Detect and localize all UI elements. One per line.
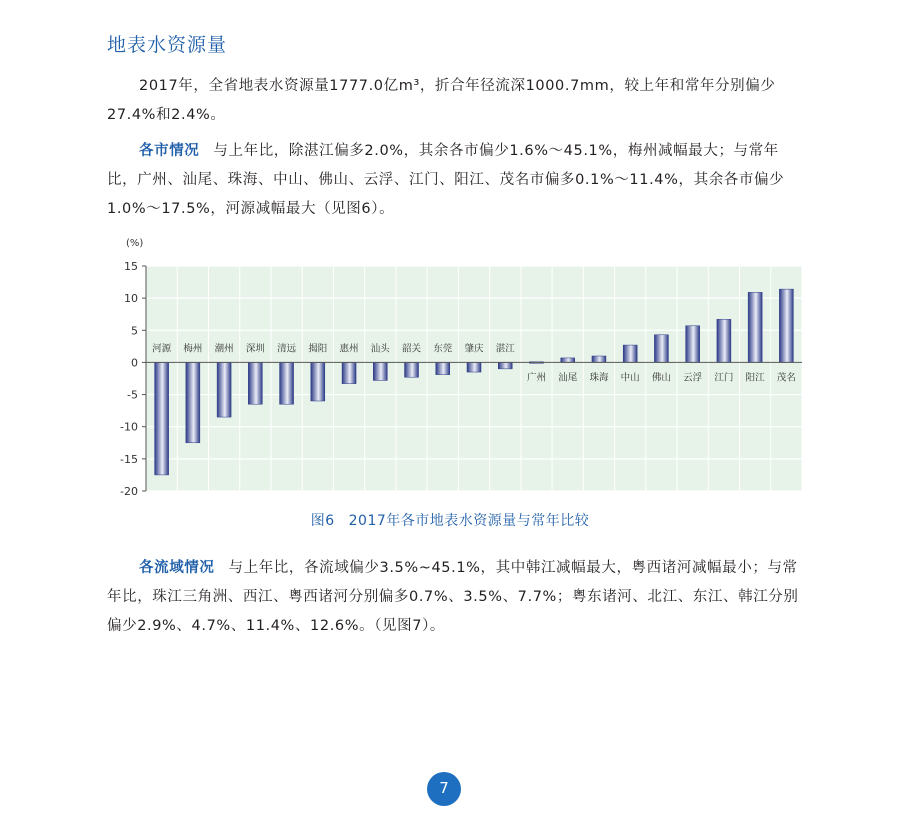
x-category-label: 茂名	[776, 372, 796, 384]
bar-汕尾	[561, 358, 575, 363]
paragraph-summary-text: 2017年，全省地表水资源量1777.0亿m³，折合年径流深1000.7mm，较上年和常年分别偏少27.4%和2.4%。	[107, 78, 776, 123]
bar-佛山	[654, 335, 668, 363]
bar-深圳	[248, 362, 262, 404]
bar-韶关	[405, 362, 419, 377]
paragraph-cities-text: 与上年比，除湛江偏多2.0%，其余各市偏少1.6%～45.1%，梅州减幅最大；与常年比，广州、汕尾、珠海、中山、佛山、云浮、江门、阳江、茂名市偏多0.1%～11.4%，其余各市偏少1.0%～17.5%，河源减幅最大（见图6）。	[107, 143, 785, 217]
city-surface-water-chart	[100, 230, 810, 500]
y-tick-label: 15	[124, 260, 138, 273]
x-category-label: 阳江	[745, 372, 765, 384]
y-tick-label: 5	[131, 324, 138, 338]
y-tick-label: -5	[127, 388, 138, 402]
x-category-label: 河源	[152, 343, 172, 355]
x-category-label: 汕尾	[558, 372, 578, 384]
y-tick-label: -20	[120, 485, 138, 498]
bar-清远	[280, 362, 294, 404]
y-tick-label: 0	[131, 356, 138, 370]
paragraph-basins-text: 与上年比，各流域偏少3.5%~45.1%，其中韩江减幅最大，粤西诸河减幅最小；与常年比，珠江三角洲、西江、粤西诸河分别偏多0.7%、3.5%、7.7%；粤东诸河、北江、东江、韩江分别偏少2.9%、4.7%、11.4%、12.6%。（见图7）。	[107, 560, 799, 634]
bar-云浮	[686, 326, 700, 363]
paragraph-cities	[107, 137, 807, 224]
page-number: 7	[427, 772, 461, 806]
plot-area	[146, 266, 802, 491]
bar-东莞	[436, 362, 450, 374]
bar-阳江	[748, 292, 762, 362]
x-category-label: 揭阳	[308, 343, 328, 355]
x-category-label: 云浮	[683, 372, 703, 384]
figure-caption	[0, 510, 900, 530]
section-title: 地表水资源量	[107, 34, 228, 56]
x-category-label: 广州	[526, 372, 546, 384]
x-category-label: 汕头	[370, 343, 390, 355]
x-category-label: 肇庆	[464, 343, 484, 355]
bar-揭阳	[311, 362, 325, 401]
x-category-label: 珠海	[589, 372, 609, 384]
x-category-label: 东莞	[433, 343, 453, 355]
bar-潮州	[217, 362, 231, 417]
x-category-label: 中山	[620, 372, 640, 384]
x-category-label: 深圳	[245, 343, 265, 355]
figure-caption-text: 2017年各市地表水资源量与常年比较	[348, 513, 590, 529]
bar-江门	[717, 319, 731, 362]
paragraph-basins-lead: 各流域情况	[139, 560, 215, 576]
bar-茂名	[779, 289, 793, 362]
bar-河源	[155, 362, 169, 475]
figure-number: 图6	[310, 513, 335, 529]
bar-肇庆	[467, 362, 481, 372]
paragraph-summary	[107, 72, 807, 130]
paragraph-basins	[107, 554, 807, 641]
y-axis-unit-label: (%)	[126, 238, 144, 249]
bar-中山	[623, 345, 637, 362]
bar-珠海	[592, 356, 606, 362]
bar-汕头	[373, 362, 387, 380]
bar-湛江	[498, 362, 512, 368]
y-tick-label: -15	[120, 452, 138, 466]
x-category-label: 佛山	[651, 372, 671, 384]
x-category-label: 梅州	[183, 343, 203, 355]
x-category-label: 湛江	[495, 343, 515, 355]
paragraph-cities-lead: 各市情况	[139, 143, 200, 159]
x-category-label: 潮州	[214, 343, 234, 355]
bar-梅州	[186, 362, 200, 442]
bar-惠州	[342, 362, 356, 383]
x-category-label: 韶关	[402, 343, 422, 355]
y-tick-label: 10	[124, 292, 138, 306]
x-category-label: 惠州	[339, 343, 359, 355]
x-category-label: 江门	[714, 372, 734, 384]
x-category-label: 清远	[277, 343, 297, 355]
y-tick-label: -10	[120, 420, 138, 434]
